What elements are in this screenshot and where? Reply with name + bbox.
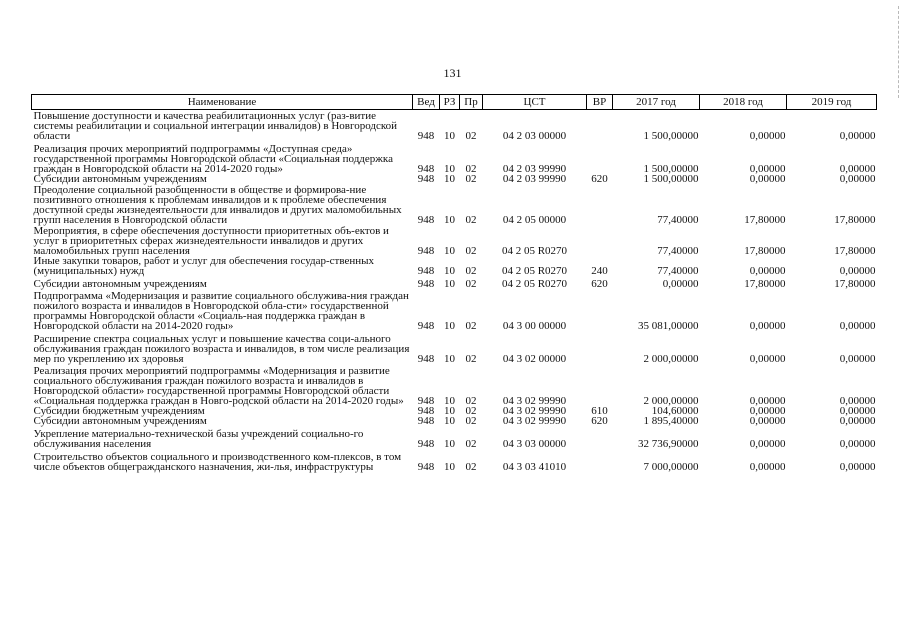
cell-2017: 2 000,00000	[643, 395, 699, 407]
table-row	[32, 416, 877, 426]
cell-ved: 948	[417, 438, 435, 450]
cell-vr	[587, 289, 613, 331]
cell-name: Укрепление материально-технической базы учреждений социально-го обслуживания населения	[33, 428, 364, 450]
table-row	[32, 110, 877, 142]
cell-pr: 02	[465, 214, 477, 226]
cell-2018: 0,00000	[749, 163, 786, 175]
cell-ved: 948	[417, 395, 435, 407]
table-row	[32, 225, 877, 256]
cell-pr: 02	[465, 278, 477, 290]
cell-vr	[587, 110, 613, 142]
cell-cst: 04 2 03 00000	[502, 130, 567, 142]
cell-name: Преодоление социальной разобщенности в обществе и формирова-ние позитивного отношения к проблемам инвалидов и к проблеме обеспечения доступной среды жизнедеятельности для инвалидов и других маломобильных групп населения в Новгородской области	[33, 184, 402, 226]
cell-2019: 17,80000	[834, 278, 876, 290]
cell-rz: 10	[444, 438, 455, 450]
cell-name: Реализация прочих мероприятий подпрограммы «Доступная среда» государственной программы Новгородской области «Социальная поддержка граждан в Новгородской области на 2014-2020 годы»	[33, 143, 393, 175]
cell-ved: 948	[417, 405, 435, 417]
cell-rz: 10	[444, 163, 455, 175]
cell-2018: 0,00000	[749, 173, 786, 185]
col-header-2018: 2018 год	[700, 95, 787, 110]
cell-2018: 0,00000	[749, 438, 786, 450]
cell-2018: 0,00000	[749, 265, 786, 277]
cell-ved: 948	[417, 461, 435, 473]
cell-2017: 7 000,00000	[643, 461, 699, 473]
cell-name: Субсидии бюджетным учреждениям	[33, 405, 205, 417]
cell-pr: 02	[465, 438, 477, 450]
cell-2017: 2 000,00000	[643, 353, 699, 365]
col-header-rz: РЗ	[440, 95, 460, 110]
cell-2017: 1 500,00000	[643, 173, 699, 185]
cell-cst: 04 3 02 99990	[502, 405, 567, 417]
cell-2019: 0,00000	[839, 415, 876, 427]
cell-ved: 948	[417, 415, 435, 427]
cell-pr: 02	[465, 163, 477, 175]
cell-2017: 104,60000	[651, 405, 699, 417]
cell-cst: 04 3 02 99990	[502, 415, 567, 427]
cell-rz: 10	[444, 173, 455, 185]
cell-cst: 04 2 03 99990	[502, 173, 567, 185]
cell-ved: 948	[417, 130, 435, 142]
table-row	[32, 141, 877, 174]
cell-pr: 02	[465, 395, 477, 407]
cell-name: Субсидии автономным учреждениям	[33, 278, 207, 290]
cell-2017: 35 081,00000	[638, 320, 699, 332]
cell-rz: 10	[444, 461, 455, 473]
header-row	[32, 95, 877, 110]
cell-2018: 0,00000	[749, 461, 786, 473]
cell-name: Иные закупки товаров, работ и услуг для обеспечения государ-ственных (муниципальных) нужд	[33, 255, 375, 277]
cell-name: Расширение спектра социальных услуг и повышение качества соци-ального обслуживания граждан пожилого возраста и инвалидов, в том числе реализация мер по укреплению их здоровья	[33, 333, 410, 365]
budget-table	[31, 94, 877, 472]
cell-2017: 77,40000	[657, 245, 699, 257]
cell-cst: 04 2 05 R0270	[501, 265, 568, 277]
cell-2017: 77,40000	[657, 265, 699, 277]
table-row	[32, 184, 877, 225]
cell-2019: 0,00000	[839, 353, 876, 365]
cell-cst: 04 3 03 41010	[502, 461, 567, 473]
cell-cst: 04 2 05 R0270	[501, 278, 568, 290]
cell-pr: 02	[465, 353, 477, 365]
cell-rz: 10	[444, 245, 455, 257]
cell-2019: 0,00000	[839, 461, 876, 473]
cell-vr	[587, 426, 613, 449]
cell-name: Мероприятия, в сфере обеспечения доступности приоритетных объ-ектов и услуг в приоритетных сферах жизнедеятельности инвалидов и других маломобильных групп населения	[33, 225, 389, 257]
col-header-vr: ВР	[587, 95, 613, 110]
cell-vr	[587, 141, 613, 174]
table-row	[32, 331, 877, 364]
cell-vr	[587, 364, 613, 406]
cell-2018: 17,80000	[744, 245, 786, 257]
cell-ved: 948	[417, 320, 435, 332]
cell-rz: 10	[444, 130, 455, 142]
cell-pr: 02	[465, 245, 477, 257]
cell-pr: 02	[465, 173, 477, 185]
cell-cst: 04 2 05 00000	[502, 214, 567, 226]
cell-2019: 17,80000	[834, 214, 876, 226]
cell-rz: 10	[444, 415, 455, 427]
table-row	[32, 426, 877, 449]
cell-vr	[587, 225, 613, 256]
cell-rz: 10	[444, 278, 455, 290]
cell-2019: 17,80000	[834, 245, 876, 257]
cell-vr: 610	[591, 405, 608, 417]
cell-vr: 240	[591, 265, 608, 277]
cell-vr: 620	[591, 278, 608, 290]
cell-name: Субсидии автономным учреждениям	[33, 415, 207, 427]
cell-ved: 948	[417, 353, 435, 365]
cell-ved: 948	[417, 265, 435, 277]
cell-2018: 17,80000	[744, 278, 786, 290]
cell-ved: 948	[417, 214, 435, 226]
cell-2019: 0,00000	[839, 265, 876, 277]
table-row	[32, 174, 877, 184]
cell-2018: 0,00000	[749, 415, 786, 427]
table-row	[32, 256, 877, 276]
cell-ved: 948	[417, 278, 435, 290]
cell-pr: 02	[465, 130, 477, 142]
table-body	[32, 110, 877, 473]
cell-cst: 04 3 00 00000	[502, 320, 567, 332]
col-header-ved: Вед	[413, 95, 440, 110]
cell-rz: 10	[444, 214, 455, 226]
cell-2019: 0,00000	[839, 405, 876, 417]
cell-cst: 04 2 03 99990	[502, 163, 567, 175]
cell-2017: 1 895,40000	[643, 415, 699, 427]
cell-2018: 0,00000	[749, 320, 786, 332]
cell-2018: 17,80000	[744, 214, 786, 226]
cell-name: Субсидии автономным учреждениям	[33, 173, 207, 185]
table-row	[32, 449, 877, 472]
cell-rz: 10	[444, 265, 455, 277]
cell-rz: 10	[444, 395, 455, 407]
cell-vr: 620	[591, 173, 608, 185]
cell-2018: 0,00000	[749, 130, 786, 142]
cell-vr: 620	[591, 415, 608, 427]
cell-2019: 0,00000	[839, 163, 876, 175]
cell-ved: 948	[417, 173, 435, 185]
page-edge-marker	[897, 6, 899, 98]
table-row	[32, 364, 877, 406]
cell-2019: 0,00000	[839, 395, 876, 407]
cell-cst: 04 3 02 99990	[502, 395, 567, 407]
page-number: 131	[443, 66, 462, 80]
cell-cst: 04 3 02 00000	[502, 353, 567, 365]
col-header-2017: 2017 год	[613, 95, 700, 110]
table-row	[32, 289, 877, 331]
table-header	[32, 95, 877, 110]
cell-2019: 0,00000	[839, 130, 876, 142]
cell-2017: 1 500,00000	[643, 163, 699, 175]
cell-vr	[587, 449, 613, 472]
table-row	[32, 276, 877, 289]
cell-2019: 0,00000	[839, 173, 876, 185]
cell-pr: 02	[465, 461, 477, 473]
cell-2017: 0,00000	[662, 278, 699, 290]
col-header-pr: Пр	[460, 95, 483, 110]
col-header-name: Наименование	[32, 95, 413, 110]
cell-cst: 04 2 05 R0270	[501, 245, 568, 257]
cell-name: Строительство объектов социального и производственного ком-плексов, в том числе объектов общегражданского назначения, жи-лья, инфраструктуры	[33, 451, 402, 473]
cell-pr: 02	[465, 415, 477, 427]
cell-ved: 948	[417, 245, 435, 257]
cell-2018: 0,00000	[749, 395, 786, 407]
cell-pr: 02	[465, 265, 477, 277]
cell-vr	[587, 331, 613, 364]
cell-2018: 0,00000	[749, 405, 786, 417]
col-header-2019: 2019 год	[787, 95, 877, 110]
cell-rz: 10	[444, 405, 455, 417]
cell-pr: 02	[465, 405, 477, 417]
col-header-cst: ЦСТ	[483, 95, 587, 110]
cell-rz: 10	[444, 320, 455, 332]
cell-2017: 1 500,00000	[643, 130, 699, 142]
cell-2018: 0,00000	[749, 353, 786, 365]
cell-ved: 948	[417, 163, 435, 175]
cell-pr: 02	[465, 320, 477, 332]
cell-cst: 04 3 03 00000	[502, 438, 567, 450]
cell-2017: 32 736,90000	[638, 438, 699, 450]
cell-2019: 0,00000	[839, 438, 876, 450]
cell-name: Подпрограмма «Модернизация и развитие социального обслужива-ния граждан пожилого возраста и инвалидов в Новгородской обла-сти» государственной программы Новгородской области «Социаль-ная поддержка граждан в Новгородской области на 2014-2020 годы»	[33, 290, 409, 332]
cell-name: Повышение доступности и качества реабилитационных услуг (раз-витие системы реабилитации и социальной интеграции инвалидов) в Новгородской области	[33, 110, 398, 142]
cell-name: Реализация прочих мероприятий подпрограммы «Модернизация и развитие социального обслуживания граждан пожилого возраста и инвалидов в Новгородской области» государственной программы Новгородской области «Социальная поддержка граждан в Новго-родской области на 2014-2020 годы»	[33, 365, 404, 407]
cell-2019: 0,00000	[839, 320, 876, 332]
cell-rz: 10	[444, 353, 455, 365]
cell-vr	[587, 184, 613, 225]
cell-2017: 77,40000	[657, 214, 699, 226]
